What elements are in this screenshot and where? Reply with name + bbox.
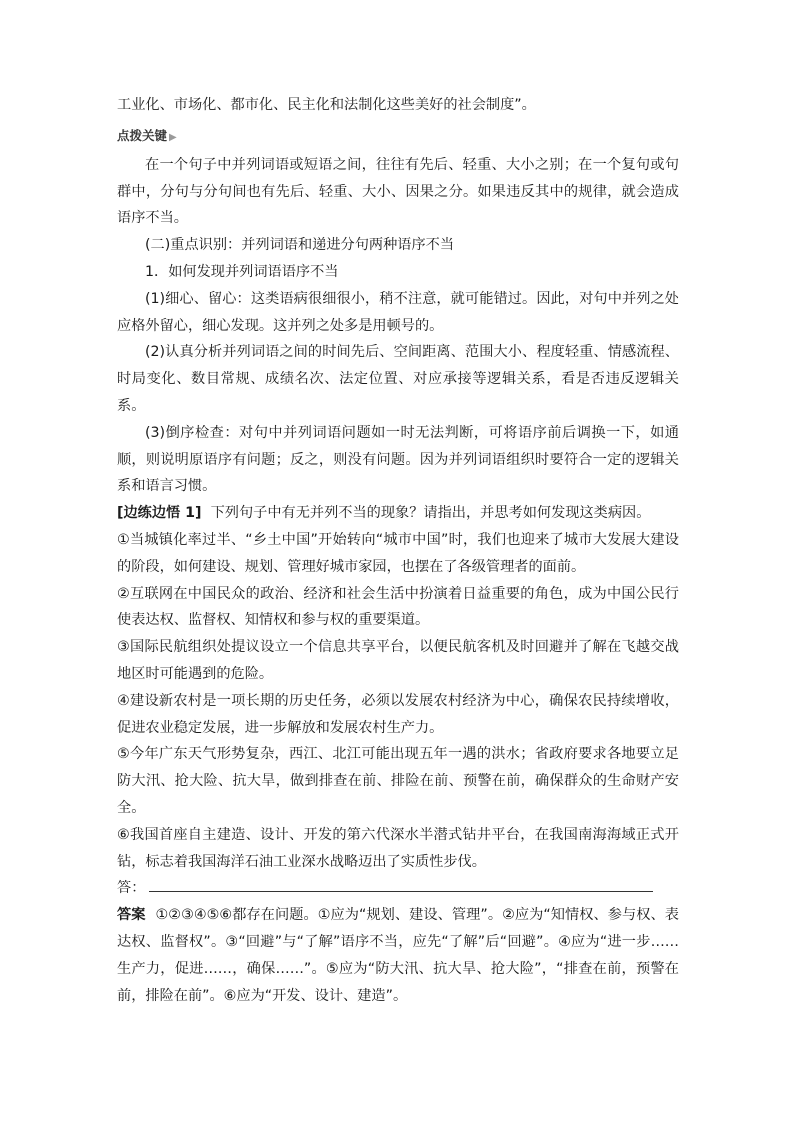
section-title: (二)重点识别：并列词语和递进分句两种语序不当	[145, 237, 455, 254]
sentence-item: ②互联网在中国民众的政治、经济和社会生活中扮演着日益重要的角色，成为中国公民行使表达权、监督权、知情权和参与权的重要渠道。	[117, 585, 679, 629]
exercise-prompt: 下列句子中有无并列不当的现象？请指出，并思考如何发现这类病因。	[210, 505, 651, 522]
sentence-item: ①当城镇化率过半、“乡土中国”开始转向“城市中国”时，我们也迎来了城市大发展大建设的阶段，如何建设、规划、管理好城市家园，也摆在了各级管理者的面前。	[117, 531, 679, 575]
answer-blank-row	[117, 875, 679, 902]
answer-prompt: 答：	[117, 880, 146, 897]
triangle-right-icon: ▶	[169, 131, 177, 143]
explanation-paragraph: 在一个句子中并列词语或短语之间，往往有先后、轻重、大小之别；在一个复句或句群中，分句与分句间也有先后、轻重、大小、因果之分。如果违反其中的规律，就会造成语序不当。	[117, 156, 679, 227]
heading-label: 点拨关键	[117, 127, 168, 143]
exercise-question	[117, 500, 679, 527]
continued-line: 工业化、市场化、都市化、民主化和法制化这些美好的社会制度”。	[117, 97, 536, 113]
sentence-item: ⑥我国首座自主建造、设计、开发的第六代深水半潜式钻井平台，在我国南海海域正式开钻，标志着我国海洋石油工业深水战略迈出了实质性步伐。	[117, 826, 679, 870]
document-body	[117, 92, 679, 1009]
section-heading	[117, 125, 679, 149]
method-item-2: (2)认真分析并列词语之间的时间先后、空间距离、范围大小、程度轻重、情感流程、时局变化、数目常规、成绩名次、法定位置、对应承接等逻辑关系，看是否违反逻辑关系。	[117, 344, 679, 414]
sentence-item: ④建设新农村是一项长期的历史任务，必须以发展农村经济为中心，确保农民持续增收，促进农业稳定发展，进一步解放和发展农村生产力。	[117, 692, 679, 736]
sentence-item: ⑤今年广东天气形势复杂，西江、北江可能出现五年一遇的洪水；省政府要求各地要立足防大汛、抢大险、抗大旱，做到排查在前、排险在前、预警在前，确保群众的生命财产安全。	[117, 746, 679, 816]
method-item-3: (3)倒序检查：对句中并列词语问题如一时无法判断，可将语序前后调换一下，如通顺，则说明原语序有问题；反之，则没有问题。因为并列词语组织时要符合一定的逻辑关系和语言习惯。	[117, 424, 679, 495]
subsection-title: 1．如何发现并列词语语序不当	[145, 263, 339, 280]
answer-label: 答案	[117, 907, 146, 924]
method-item-1: (1)细心、留心：这类语病很细很小，稍不注意，就可能错过。因此，对句中并列之处应格外留心，细心发现。这并列之处多是用顿号的。	[117, 290, 679, 334]
exercise-tag: [边练边悟 1]	[117, 505, 202, 522]
answer-paragraph	[117, 902, 679, 1009]
answer-blank-line[interactable]	[149, 875, 653, 892]
answer-text: ①②③④⑤⑥都存在问题。①应为“规划、建设、管理”。②应为“知情权、参与权、表达权、监督权”。③“回避”与“了解”语序不当，应先“了解”后“回避”。④应为“进一步……生产力，促进……，确保……”。⑤应为“防大汛、抗大旱、抢大险”，“排查在前，预警在前，排险在前”。⑥应为“开发、设计、建造”。	[117, 907, 679, 1004]
sentence-item: ③国际民航组织处提议设立一个信息共享平台，以便民航客机及时回避并了解在飞越交战地区时可能遇到的危险。	[117, 639, 679, 682]
